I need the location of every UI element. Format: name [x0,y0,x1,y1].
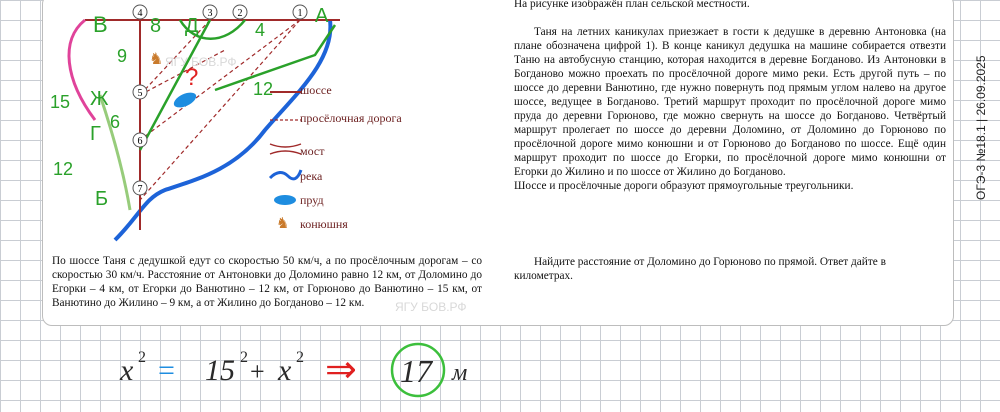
svg-text:♞: ♞ [276,216,290,230]
hw-num-12-left: 12 [53,159,74,179]
svg-text:1: 1 [297,8,303,19]
legend-symbols [268,80,303,230]
svg-text:6: 6 [137,136,143,147]
hw-num-9: 9 [117,46,128,66]
legend-pond: пруд [300,193,324,207]
watermark: ЯГУ БОВ.РФ [395,300,467,314]
formula-a-sup: 2 [240,349,248,366]
svg-text:2: 2 [237,8,243,19]
formula-b-sup: 2 [296,349,304,366]
svg-text:3: 3 [207,8,213,19]
formula-arrow: ⇒ [325,349,357,391]
hw-letter-zh: Ж [90,88,109,110]
hw-letter-g: Г [90,123,101,145]
hw-letter-b: Б [95,188,109,210]
hw-letter-v: В [93,12,108,37]
side-label [968,0,998,210]
formula-a: 15 [205,354,235,387]
stable-icon: ♞ [149,51,164,68]
svg-text:4: 4 [137,8,143,19]
formula-plus: + [250,357,265,386]
hw-num-4: 4 [255,20,266,40]
legend-highway: шоссе [300,83,332,97]
hw-letter-a: А [315,5,329,27]
task-text: Таня на летних каникулах приезжает в гости к дедушке в деревню Антоновка (на плане обозначена цифрой 1). В конце каникул дедушка на машине собирается отвезти Таню на автобусную станцию, которая находится в деревне Богданово. Из Антоновки в Богданово можно проехать по просёлочной дороге мимо реки. Есть другой путь – по шоссе до деревни Ванютино, где нужно повернуть под прямым углом налево на другое шоссе, ведущее в Богданово. Третий маршрут проходит по просёлочной дороге мимо пруда до деревни Горюново, где можно свернуть на шоссе до Богданово. Четвёртый маршрут пролегает по шоссе до деревни Доломино, от Доломино до Горюново по просёлочной дороге мимо конюшни и от Горюново до Богданово по шоссе. Ещё один маршрут проходит по шоссе до Егорки, по просёлочной дороге мимо конюшни от Егорки до Жилино и по шоссе от Жилино до Богданово. [514,26,946,178]
hw-num-15: 15 [50,92,71,112]
marker-5 [133,85,147,99]
hw-num-8: 8 [150,15,162,37]
intro-text: На рисунке изображён план сельской местности. [514,0,750,10]
legend-dirt-road: просёлочная дорога [300,111,402,125]
marker-2 [233,5,247,19]
hw-letter-d: Д [185,15,199,37]
marker-7 [133,181,147,195]
marker-1 [293,5,307,19]
formula-lhs-sup: 2 [138,349,146,366]
task-text-block [514,0,946,193]
legend-stable: конюшня [300,217,348,231]
formula-unit: м [452,360,468,386]
formula-lhs: x [120,354,134,387]
side-label-text: ОГЭ-3 №18.1 | 26.09.2025 [974,55,988,200]
marker-4 [133,5,147,19]
svg-text:7: 7 [137,184,143,195]
legend-bridge: мост [300,144,325,158]
legend-river: река [300,169,323,183]
handwritten-formula [100,340,500,400]
green-hypotenuse [137,20,210,150]
marker-6 [133,133,147,147]
pond [172,89,199,110]
formula-eq: = [158,354,175,387]
watermark: ЯГУ БОВ.РФ [165,55,237,69]
conditions-text: По шоссе Таня с дедушкой едут со скоростью 50 км/ч, а по просёлочным дорогам – со скоростью 30 км/ч. Расстояние от Антоновки до Доломино равно 12 км, от Доломино до Егорки – 4 км, от Егорки до Ванютино – 12 км, от Горюново до Ванютино – 15 км, от Ванютино до Жилино – 9 км, а от Жилино до Богданово – 12 км. [52,255,482,309]
formula-b: x [278,354,292,387]
svg-text:5: 5 [137,88,143,99]
task-note: Шоссе и просёлочные дороги образуют прямоугольные треугольники. [514,180,854,192]
formula-answer: 17 [400,353,432,389]
question-text: Найдите расстояние от Доломино до Горюново по прямой. Ответ дайте в километрах. [514,256,886,282]
hw-num-12-right: 12 [253,79,274,99]
hw-num-6: 6 [110,112,121,132]
hw-question: ? [185,64,199,91]
marker-3 [203,5,217,19]
